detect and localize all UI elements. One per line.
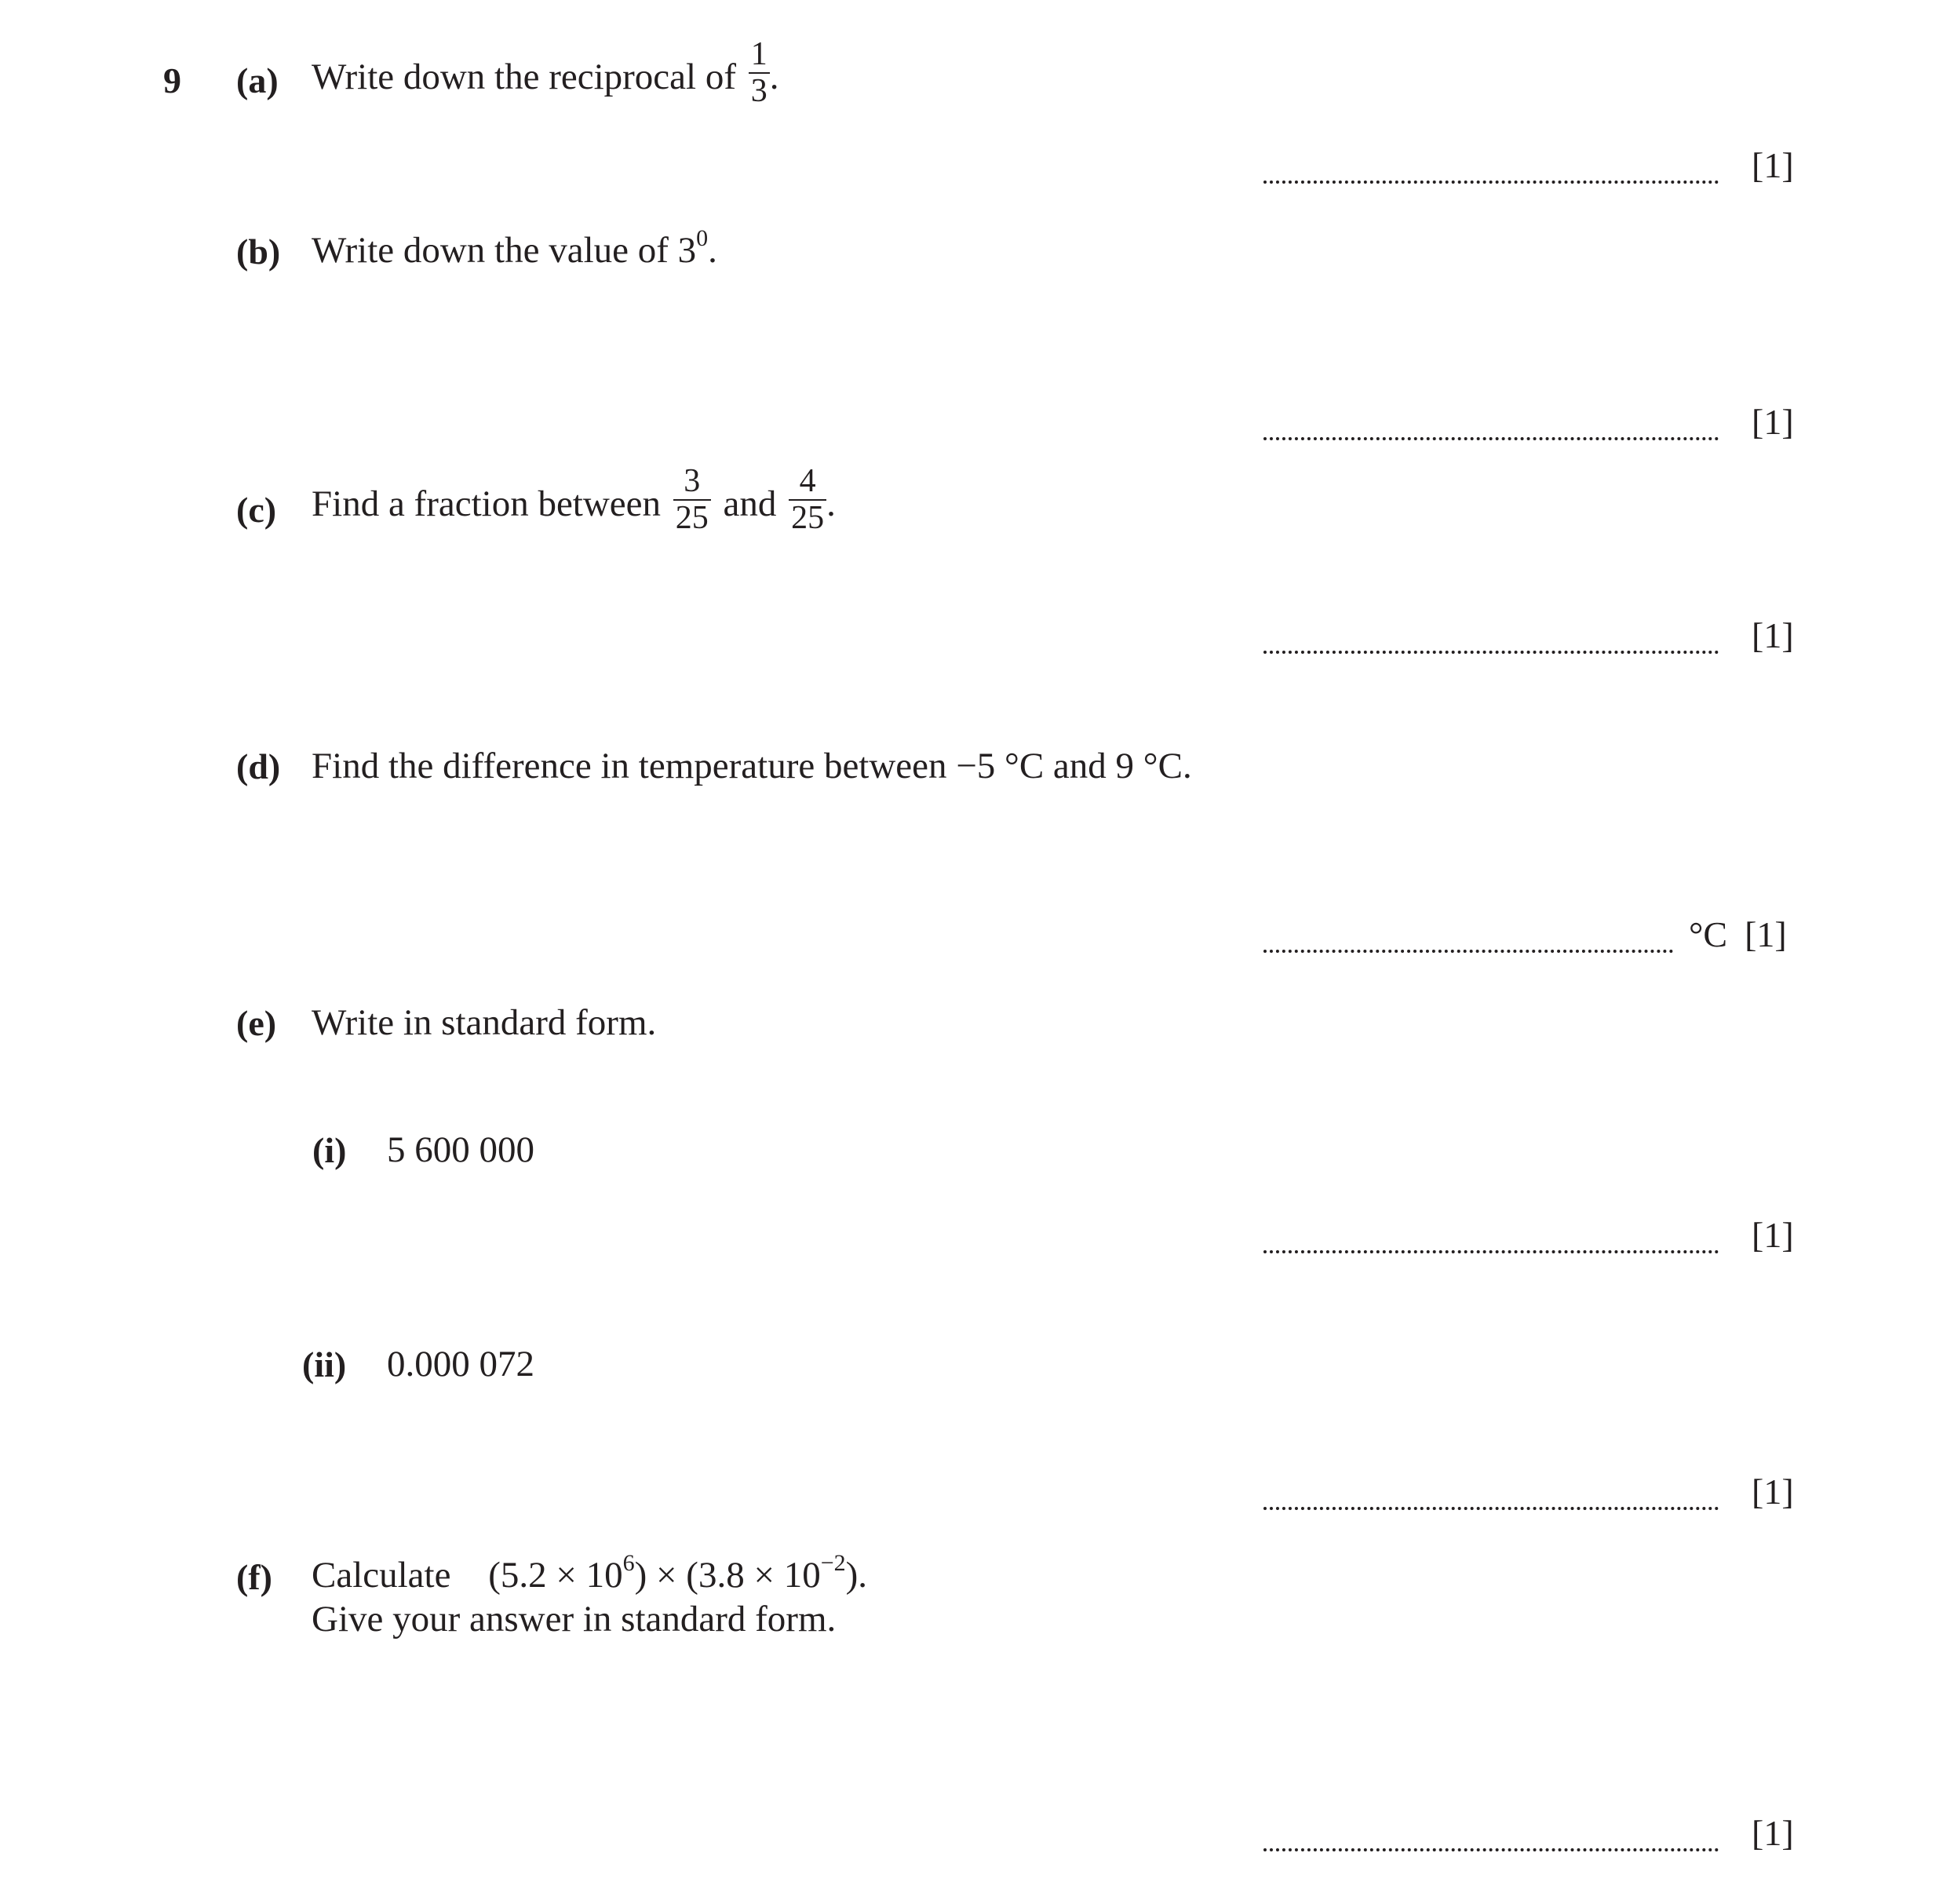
part-b-label: (b) <box>236 232 281 272</box>
part-b-question <box>312 225 717 271</box>
part-a-period: . <box>769 57 779 98</box>
part-d-label: (d) <box>236 746 281 786</box>
mark-allocation: [1] <box>1752 1472 1794 1512</box>
expression-factor-one: (5.2 × 10 <box>488 1555 623 1596</box>
part-a-question <box>312 36 779 111</box>
answer-line-a[interactable] <box>1263 145 1794 185</box>
answer-dots[interactable] <box>1263 432 1719 440</box>
part-f-label: (f) <box>236 1557 272 1597</box>
part-f-instruction: Give your answer in standard form. <box>312 1599 837 1640</box>
part-c-label: (c) <box>236 490 277 530</box>
answer-line-f[interactable] <box>1263 1815 1794 1851</box>
fraction-four-25ths <box>789 465 826 534</box>
part-e-i-label: (i) <box>312 1130 347 1170</box>
part-c-text: Find a fraction between <box>312 483 662 525</box>
part-b-exponent: 0 <box>696 225 709 252</box>
expression-end: ). <box>845 1555 868 1596</box>
part-e-text: Write in standard form. <box>312 1002 657 1043</box>
answer-dots[interactable] <box>1263 945 1673 953</box>
answer-dots[interactable] <box>1263 1502 1719 1510</box>
fraction-denominator: 3 <box>750 73 767 109</box>
exponent-six: 6 <box>622 1550 635 1577</box>
mark-allocation: [1] <box>1745 914 1787 954</box>
mark-allocation: [1] <box>1752 1215 1794 1255</box>
answer-line-e-i[interactable] <box>1263 1217 1794 1253</box>
question-number: 9 <box>163 60 181 100</box>
part-e-label: (e) <box>236 1003 277 1043</box>
part-f-calculate: Calculate <box>312 1555 451 1596</box>
part-f-question <box>312 1550 868 1596</box>
part-a-label: (a) <box>236 60 279 100</box>
answer-line-b[interactable] <box>1263 404 1794 440</box>
answer-dots[interactable] <box>1263 1844 1719 1851</box>
fraction-numerator: 1 <box>750 36 767 72</box>
fraction-denominator: 25 <box>675 500 709 536</box>
part-e-ii-label: (ii) <box>302 1344 347 1384</box>
answer-line-d[interactable] <box>1263 914 1787 954</box>
part-b-text: Write down the value of 3 <box>312 230 697 271</box>
part-e-i-value: 5 600 000 <box>387 1129 534 1170</box>
answer-dots[interactable] <box>1263 646 1719 654</box>
part-e-ii-value: 0.000 072 <box>387 1344 534 1384</box>
part-c-and: and <box>723 483 777 525</box>
part-c-period: . <box>826 483 836 525</box>
part-b-period: . <box>708 230 717 271</box>
answer-line-e-ii[interactable] <box>1263 1474 1794 1510</box>
mark-allocation: [1] <box>1752 145 1794 185</box>
exponent-minus-two: −2 <box>820 1550 846 1577</box>
mark-allocation: [1] <box>1752 615 1794 655</box>
expression-factor-two: ) × (3.8 × 10 <box>634 1555 821 1596</box>
part-f-expression <box>488 1550 868 1596</box>
answer-dots[interactable] <box>1263 176 1719 184</box>
mark-allocation: [1] <box>1752 402 1794 442</box>
answer-dots[interactable] <box>1263 1246 1719 1253</box>
fraction-numerator: 3 <box>684 463 701 499</box>
fraction-denominator: 25 <box>791 500 825 536</box>
fraction-numerator: 4 <box>799 463 816 499</box>
unit-degrees-celsius: °C <box>1689 914 1728 954</box>
fraction-three-25ths <box>673 465 711 534</box>
part-a-text: Write down the reciprocal of <box>312 57 736 98</box>
part-c-question <box>312 463 836 538</box>
mark-allocation: [1] <box>1752 1813 1794 1853</box>
part-d-text: Find the difference in temperature between −5 °C and 9 °C. <box>312 746 1192 786</box>
fraction-one-third <box>749 38 770 108</box>
answer-line-c[interactable] <box>1263 615 1794 655</box>
